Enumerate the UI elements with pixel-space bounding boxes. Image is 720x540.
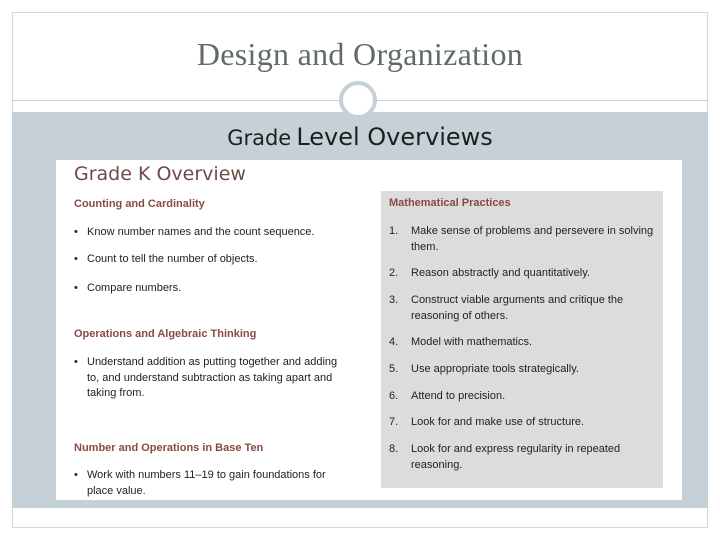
bullet-item: • Understand addition as putting together and adding to, and understand subtraction as taking apart and taking from. xyxy=(74,356,338,399)
overview-title: Grade K Overview xyxy=(74,163,246,185)
section-heading-operations: Operations and Algebraic Thinking xyxy=(74,328,257,340)
bullet-icon: • xyxy=(74,226,78,238)
ring-ornament-icon xyxy=(339,81,377,119)
bullet-item: • Compare numbers. xyxy=(74,281,364,297)
section-heading-counting: Counting and Cardinality xyxy=(74,198,205,210)
grade-k-overview-card xyxy=(56,160,682,500)
slide-title: Design and Organization xyxy=(196,36,524,72)
section-heading-base-ten: Number and Operations in Base Ten xyxy=(74,442,264,454)
practice-item: 7. Look for and make use of structure. xyxy=(389,416,585,428)
practice-item: 1. Make sense of problems and persevere in solving them. xyxy=(389,225,654,253)
subtitle-level-overviews: Level Overviews xyxy=(296,123,493,151)
bullet-item: • Work with numbers 11–19 to gain foundations for place value. xyxy=(74,469,326,497)
practice-item: 4. Model with mathematics. xyxy=(389,336,533,348)
bullet-icon: • xyxy=(74,356,78,368)
practice-item: 2. Reason abstractly and quantitatively. xyxy=(389,267,590,279)
practice-item: 8. Look for and express regularity in repeated reasoning. xyxy=(389,443,621,471)
bullet-icon: • xyxy=(74,253,78,265)
bullet-item: • Count to tell the number of objects. xyxy=(74,252,364,268)
mathematical-practices-panel xyxy=(381,191,663,488)
bullet-icon: • xyxy=(74,282,78,294)
practice-item: 6. Attend to precision. xyxy=(389,390,506,402)
bullet-item: • Know number names and the count sequence. xyxy=(74,225,364,241)
slide-subtitle xyxy=(0,123,720,151)
practices-title: Mathematical Practices xyxy=(389,197,511,209)
bullet-icon: • xyxy=(74,469,78,481)
practice-item: 5. Use appropriate tools strategically. xyxy=(389,363,579,375)
practice-item: 3. Construct viable arguments and critique the reasoning of others. xyxy=(389,294,624,322)
subtitle-grade: Grade xyxy=(227,126,292,150)
